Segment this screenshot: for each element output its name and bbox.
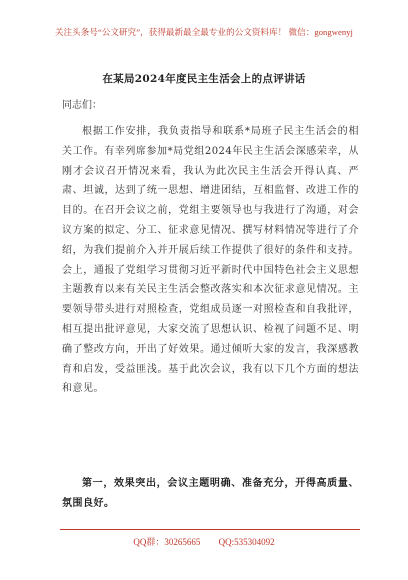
footer-qq-group: QQ群：30265665	[133, 537, 201, 547]
footer-divider	[60, 529, 360, 530]
salutation: 同志们：	[62, 100, 102, 111]
body-paragraph: 根据工作安排，我负责指导和联系*局班子民主生活会的相关工作。有幸列席参加*局党组2024年民主生活会深感荣幸，从刚才会议召开情况来看，我认为此次民主生活会开得认真、严肃、坦诚，达到了统一思想、增进团结，互相监督、改进工作的目的。在召开会议之前，党组主要领导也与我进行了沟通，对会议方案的拟定、分工、征求意见情况、撰写材料情况等进行了介绍，为我们提前介入并开展后续工作提供了很好的条件和支持。会上，通报了党组学习贯彻习近平新时代中国特色社会主义思想主题教育以来有关民主生活会整改落实和本次征求意见情况。主要领导带头进行对照检查，党组成员逐一对照检查和自我批评，相互提出批评意见，大家交流了思想认识、检视了问题不足、明确了整改方向，开出了好效果。通过倾听大家的发言，我深感教育和启发，受益匪浅。基于此次会议，我有以下几个方面的想法和意见。	[62, 126, 359, 395]
emphasis-paragraph: 第一，效果突出，会议主题明确、准备充分，开得高质量、氛围良好。	[62, 478, 359, 509]
footer-contacts	[0, 535, 408, 548]
header-banner: 关注头条号“公文研究”，获得最新最全最专业的公文资料库！ 微信：gongwenyj	[54, 27, 354, 37]
document-title: 在某局2024年度民主生活会上的点评讲话	[102, 73, 306, 85]
footer-qq-number: QQ:535304092	[218, 537, 275, 547]
